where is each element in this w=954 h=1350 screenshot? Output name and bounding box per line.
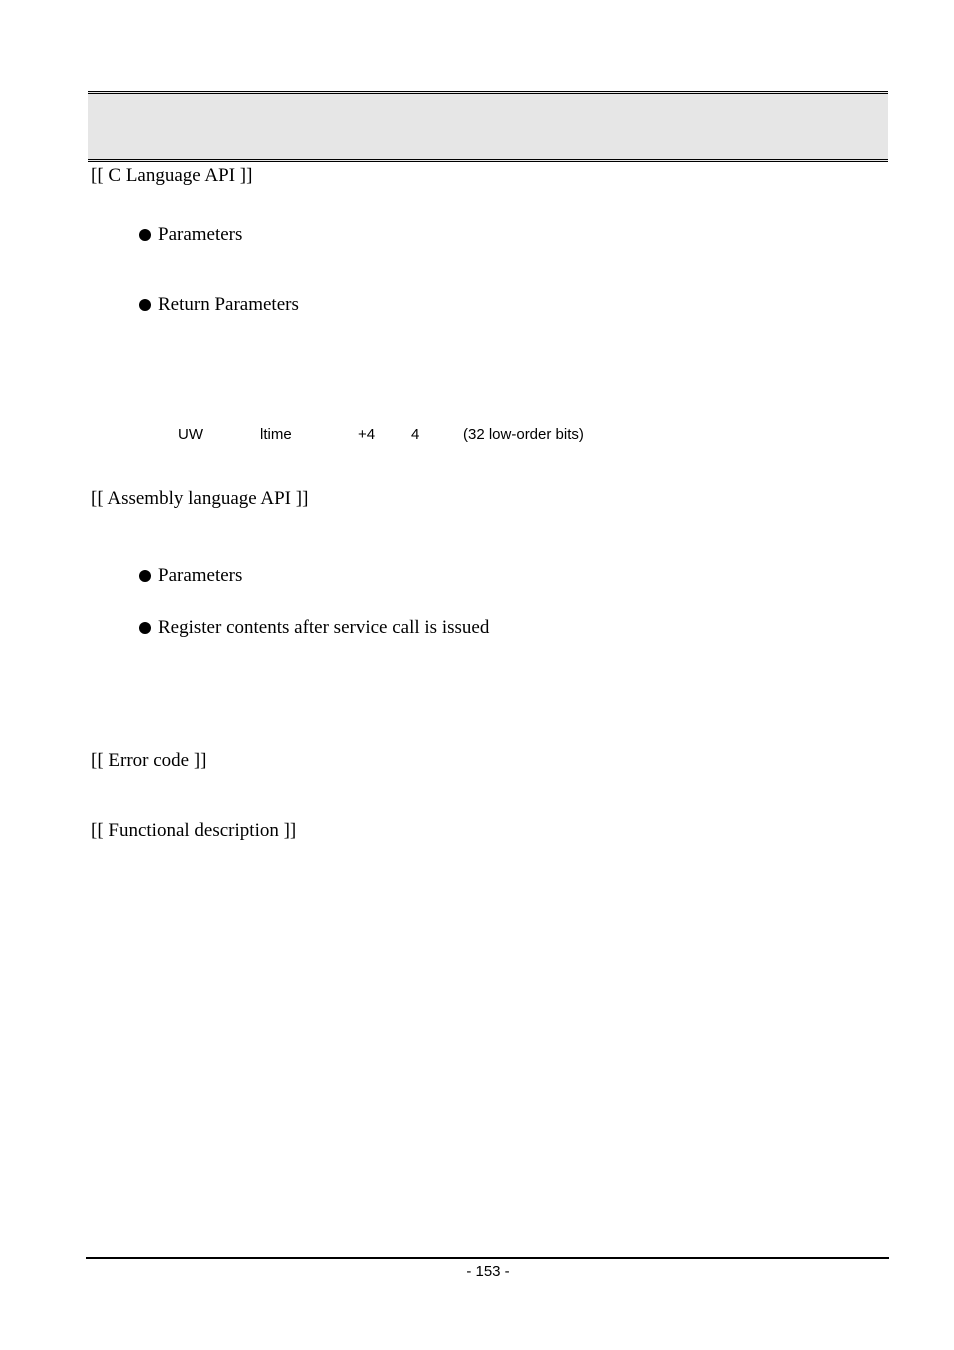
asm-api-parameters-label: Parameters: [158, 565, 243, 586]
bullet-icon: [139, 229, 151, 241]
page-number: - 153 -: [466, 1263, 510, 1280]
bullet-icon: [139, 622, 151, 634]
row-size: 4: [411, 426, 420, 443]
bullet-icon: [139, 570, 151, 582]
c-api-return-parameters-item: [139, 294, 299, 316]
row-type: UW: [178, 426, 203, 443]
error-code-heading: [[ Error code ]]: [91, 750, 207, 771]
title-band: [88, 91, 888, 162]
c-language-api-heading: [[ C Language API ]]: [91, 165, 253, 186]
row-description: (32 low-order bits): [463, 426, 584, 443]
c-api-parameters-label: Parameters: [158, 224, 243, 245]
row-name: ltime: [260, 426, 292, 443]
footer-rule: [86, 1257, 889, 1259]
bullet-icon: [139, 299, 151, 311]
functional-description-heading: [[ Functional description ]]: [91, 820, 297, 841]
c-api-parameters-item: [139, 224, 242, 246]
asm-api-registers-label: Register contents after service call is issued: [158, 617, 490, 638]
assembly-language-api-heading: [[ Assembly language API ]]: [91, 488, 309, 509]
asm-api-registers-item: [139, 617, 489, 639]
return-parameter-row: [0, 426, 954, 446]
row-offset: +4: [358, 426, 376, 443]
asm-api-parameters-item: [139, 565, 242, 587]
c-api-return-parameters-label: Return Parameters: [158, 294, 299, 315]
